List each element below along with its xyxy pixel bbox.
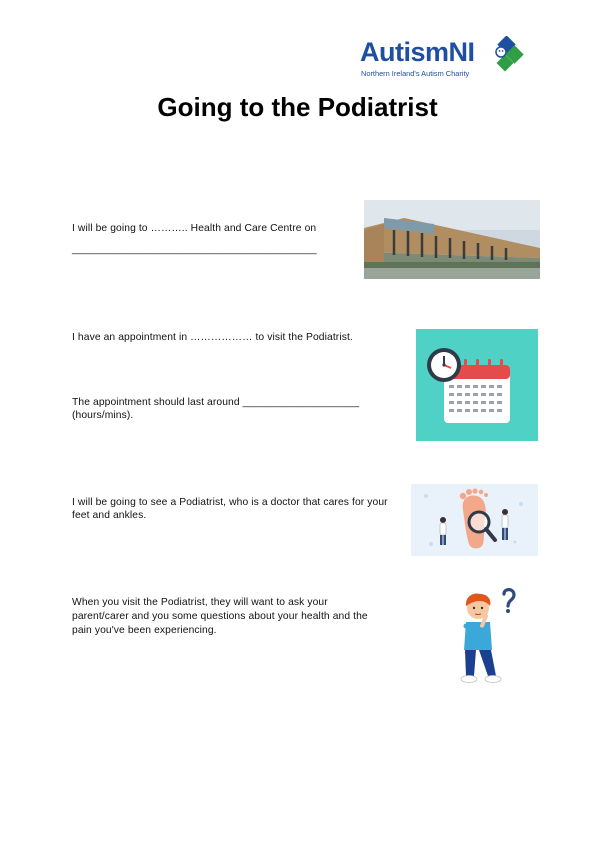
text-line: I will be going to ……….. Health and Care Centre on bbox=[72, 223, 317, 234]
foot-magnifier-illustration bbox=[411, 484, 538, 556]
logo-word-autism: Autism bbox=[360, 37, 449, 67]
page-title: Going to the Podiatrist bbox=[157, 92, 438, 122]
blank-line: __________________________________________ bbox=[72, 244, 317, 255]
autism-ni-logo bbox=[360, 36, 530, 82]
text-line: (hours/mins). bbox=[72, 410, 134, 421]
logo-diamond-icon bbox=[488, 36, 526, 76]
thinking-child-illustration bbox=[452, 586, 522, 686]
building-photo bbox=[364, 200, 540, 279]
text-line: I have an appointment in ……………… to visit the Podiatrist. bbox=[72, 332, 353, 343]
text-line: The appointment should last around ____________________ bbox=[72, 397, 360, 408]
text-line: When you visit the Podiatrist, they will want to ask your bbox=[72, 597, 328, 608]
text-line: I will be going to see a Podiatrist, who is a doctor that cares for your bbox=[72, 497, 388, 508]
text-line: parent/carer and you some questions about your health and the bbox=[72, 611, 368, 622]
logo-word-ni: NI bbox=[448, 37, 475, 67]
text-line: feet and ankles. bbox=[72, 510, 147, 521]
text-line: pain you've been experiencing. bbox=[72, 625, 217, 636]
calendar-clock-icon bbox=[416, 329, 538, 441]
logo-tagline: Northern Ireland's Autism Charity bbox=[361, 69, 470, 78]
